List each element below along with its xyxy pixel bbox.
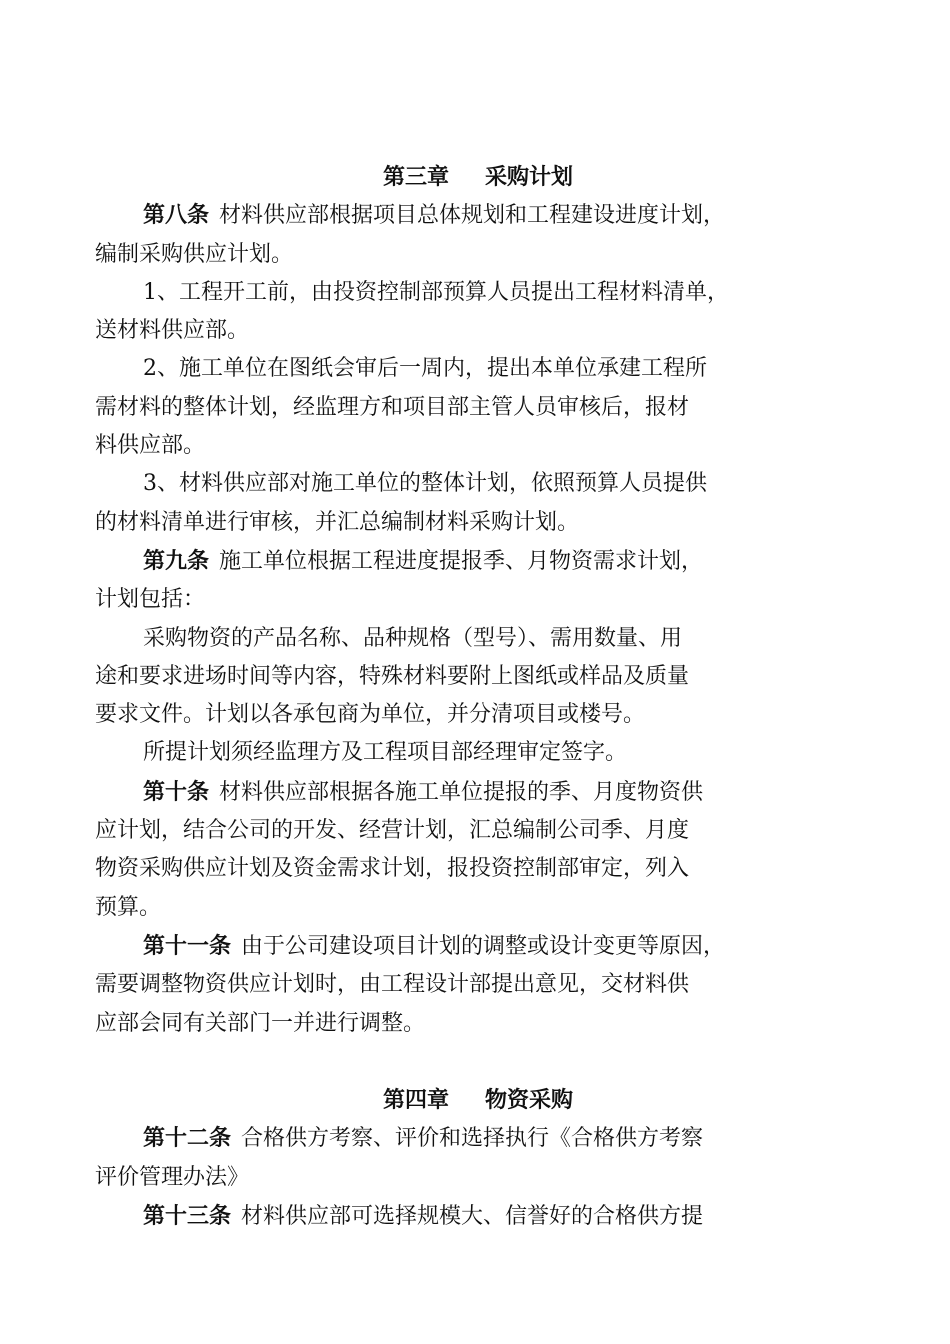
article-label: 第十条 <box>143 778 210 805</box>
article-9-sign <box>143 734 813 772</box>
article-9 <box>95 542 813 620</box>
article-text: 材料供应部根据各施工单位提报的季、月度物资供 <box>219 779 704 805</box>
article-label: 第八条 <box>143 202 210 229</box>
article-text: 由于公司建设项目计划的调整或设计变更等原因， <box>241 933 726 959</box>
article-text: 预算。 <box>95 894 162 920</box>
list-item-3 <box>95 465 813 542</box>
chapter-title: 物资采购 <box>485 1087 574 1114</box>
article-text: 材料供应部可选择规模大、信誉好的合格供方提 <box>241 1204 704 1230</box>
chapter-title: 采购计划 <box>485 164 574 190</box>
list-item-text: 1、工程开工前，由投资控制部预算人员提出工程材料清单， <box>143 279 729 305</box>
chapter-4-heading <box>143 1081 813 1119</box>
chapter-3-heading <box>143 158 813 196</box>
article-text: 材料供应部根据项目总体规划和工程建设进度计划， <box>219 203 726 229</box>
list-item-2 <box>95 350 813 465</box>
article-label: 第九条 <box>143 547 210 574</box>
paragraph-text: 途和要求进场时间等内容，特殊材料要附上图纸或样品及质量 <box>95 663 690 689</box>
article-text: 编制采购供应计划。 <box>95 241 294 267</box>
article-text: 施工单位根据工程进度提报季、月物资需求计划， <box>219 548 704 574</box>
article-label: 第十三条 <box>143 1203 232 1230</box>
article-text: 计划包括： <box>95 587 206 613</box>
paragraph-text: 采购物资的产品名称、品种规格（型号）、需用数量、用 <box>143 625 683 651</box>
article-text: 应部会同有关部门一并进行调整。 <box>95 1010 426 1036</box>
list-item-text: 送材料供应部。 <box>95 318 250 344</box>
article-text: 合格供方考察、评价和选择执行《合格供方考察 <box>241 1126 704 1152</box>
list-item-text: 2、施工单位在图纸会审后一周内，提出本单位承建工程所 <box>143 356 707 382</box>
article-text: 物资采购供应计划及资金需求计划，报投资控制部审定，列入 <box>95 856 690 882</box>
article-label: 第十一条 <box>143 932 232 959</box>
article-text: 需要调整物资供应计划时，由工程设计部提出意见，交材料供 <box>95 972 690 998</box>
article-13 <box>143 1197 813 1236</box>
list-item-text: 需材料的整体计划，经监理方和项目部主管人员审核后，报材 <box>95 394 690 420</box>
paragraph-text: 要求文件。计划以各承包商为单位，并分清项目或楼号。 <box>95 702 646 728</box>
article-12 <box>95 1119 813 1197</box>
chapter-number: 第三章 <box>382 164 449 190</box>
article-text: 应计划，结合公司的开发、经营计划，汇总编制公司季、月度 <box>95 818 690 844</box>
list-item-text: 的材料清单进行审核，并汇总编制材料采购计划。 <box>95 509 580 535</box>
article-text: 评价管理办法》 <box>95 1164 250 1190</box>
paragraph-text: 所提计划须经监理方及工程项目部经理审定签字。 <box>143 740 628 766</box>
section-spacer <box>143 1043 813 1081</box>
chapter-number: 第四章 <box>382 1087 449 1114</box>
article-10 <box>95 773 813 927</box>
list-item-1 <box>95 274 813 351</box>
article-11 <box>95 927 813 1043</box>
article-9-detail <box>95 620 813 735</box>
article-label: 第十二条 <box>143 1125 232 1152</box>
article-8 <box>95 196 813 274</box>
list-item-text: 料供应部。 <box>95 433 206 459</box>
document-body <box>95 158 813 1236</box>
list-item-text: 3、材料供应部对施工单位的整体计划，依照预算人员提供 <box>143 471 707 497</box>
